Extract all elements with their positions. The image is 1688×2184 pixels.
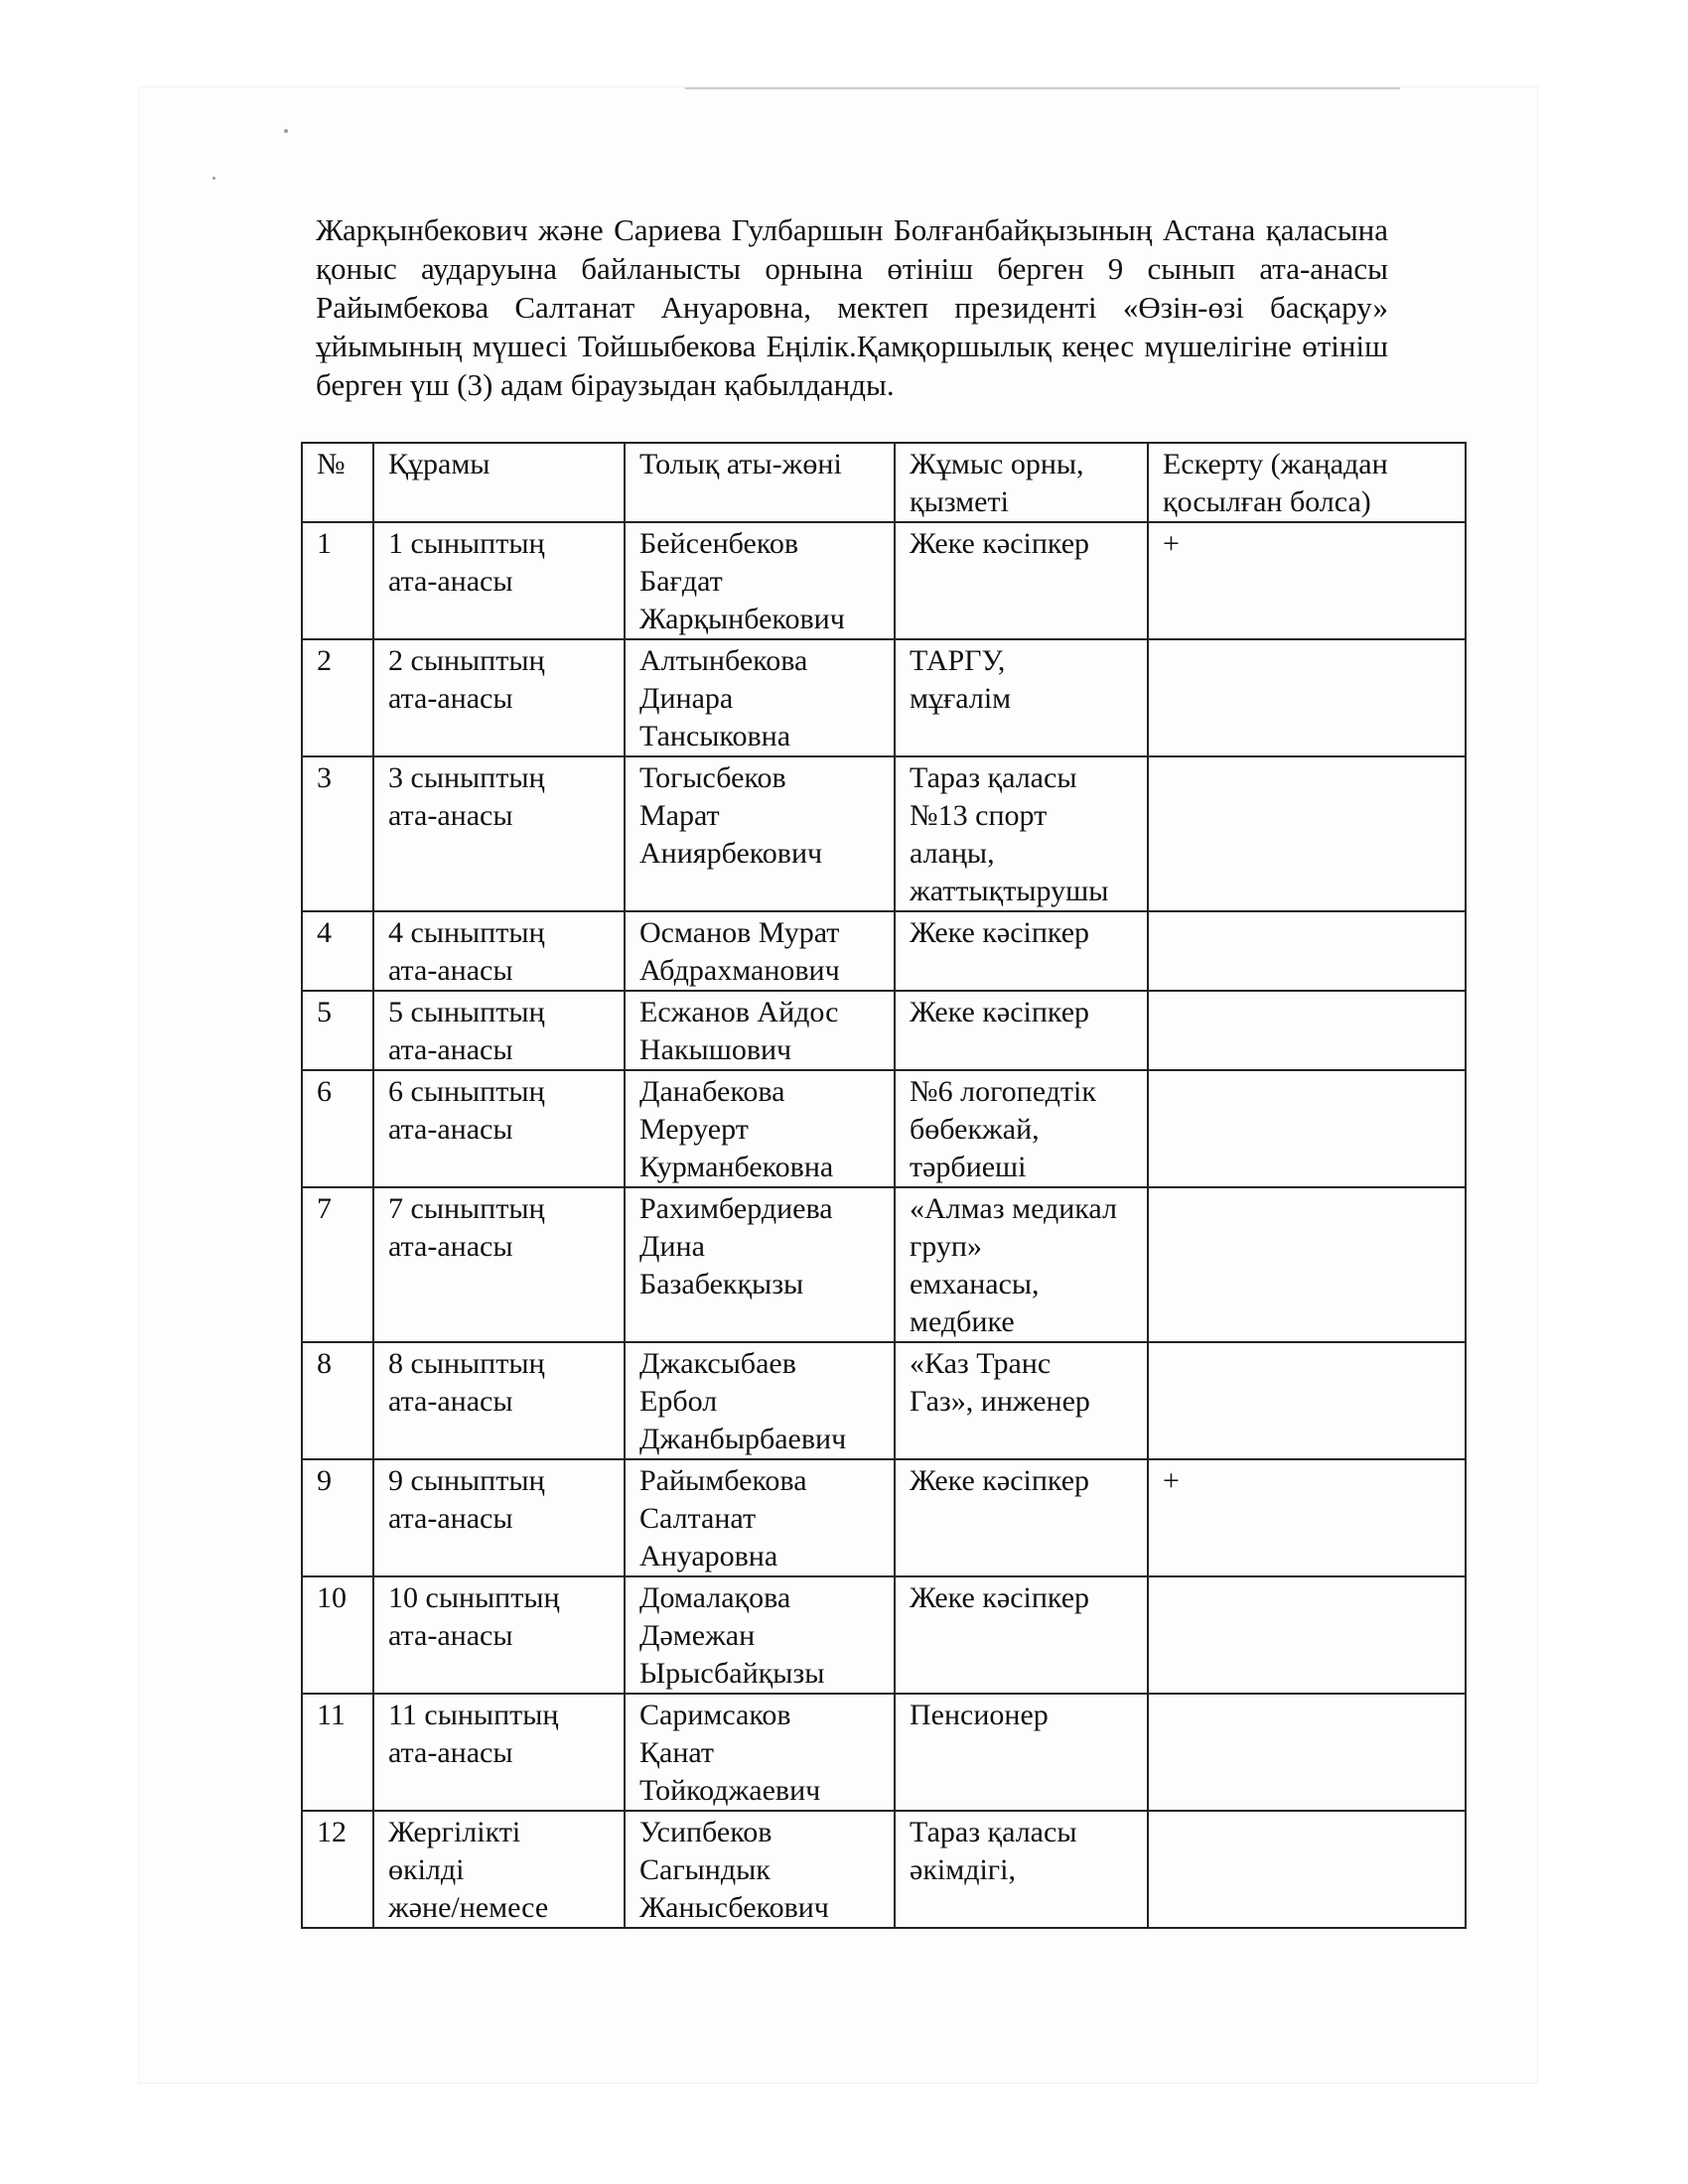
table-row	[302, 756, 1466, 911]
row-full-name: Усипбеков Сагындык Жанысбекович	[625, 1811, 895, 1928]
row-note	[1148, 911, 1466, 991]
row-workplace: Жеке кәсіпкер	[895, 991, 1148, 1070]
table-header-row	[302, 443, 1466, 522]
row-full-name: Алтынбекова Динара Тансыковна	[625, 639, 895, 756]
row-number: 8	[302, 1342, 373, 1459]
scan-speck	[284, 129, 288, 133]
row-role: 9 сыныптың ата-анасы	[373, 1459, 625, 1576]
table-row	[302, 1576, 1466, 1694]
scan-speck	[212, 177, 215, 180]
header-workplace: Жұмыс орны, қызметі	[895, 443, 1148, 522]
row-workplace: Пенсионер	[895, 1694, 1148, 1811]
table-row	[302, 1694, 1466, 1811]
row-full-name: Домалақова Дәмежан Ырысбайқызы	[625, 1576, 895, 1694]
row-full-name: Саримсаков Қанат Тойкоджаевич	[625, 1694, 895, 1811]
row-workplace: Жеке кәсіпкер	[895, 1459, 1148, 1576]
row-role: 2 сыныптың ата-анасы	[373, 639, 625, 756]
table-row	[302, 1187, 1466, 1342]
row-number: 1	[302, 522, 373, 639]
row-note	[1148, 639, 1466, 756]
row-number: 4	[302, 911, 373, 991]
row-number: 10	[302, 1576, 373, 1694]
row-note: +	[1148, 522, 1466, 639]
row-note	[1148, 991, 1466, 1070]
row-role: 3 сыныптың ата-анасы	[373, 756, 625, 911]
row-note	[1148, 1811, 1466, 1928]
row-workplace: №6 логопедтік бөбекжай, тәрбиеші	[895, 1070, 1148, 1187]
row-note	[1148, 1070, 1466, 1187]
row-role: 8 сыныптың ата-анасы	[373, 1342, 625, 1459]
row-role: 7 сыныптың ата-анасы	[373, 1187, 625, 1342]
header-number: №	[302, 443, 373, 522]
row-role: 6 сыныптың ата-анасы	[373, 1070, 625, 1187]
table-row	[302, 911, 1466, 991]
row-workplace: Тараз қаласы әкімдігі,	[895, 1811, 1148, 1928]
row-note	[1148, 1342, 1466, 1459]
row-number: 9	[302, 1459, 373, 1576]
row-number: 6	[302, 1070, 373, 1187]
row-note	[1148, 1187, 1466, 1342]
row-full-name: Райымбекова Салтанат Ануаровна	[625, 1459, 895, 1576]
row-full-name: Есжанов Айдос Накышович	[625, 991, 895, 1070]
row-workplace: Жеке кәсіпкер	[895, 522, 1148, 639]
row-role: 4 сыныптың ата-анасы	[373, 911, 625, 991]
header-note: Ескерту (жаңадан қосылған болса)	[1148, 443, 1466, 522]
row-workplace: «Каз Транс Газ», инженер	[895, 1342, 1148, 1459]
table-row	[302, 522, 1466, 639]
row-number: 3	[302, 756, 373, 911]
row-full-name: Данабекова Меруерт Курманбековна	[625, 1070, 895, 1187]
row-number: 12	[302, 1811, 373, 1928]
intro-text: Жарқынбекович және Сариева Гулбаршын Болғанбайқызының Астана қаласына қоныс аударуына байланысты орнына өтініш берген 9 сынып ата-анасы Райымбекова Салтанат Ануаровна, мектеп президенті «Өзін-өзі басқару» ұйымының мүшесі Тойшыбекова Еңілік.Қамқоршылық кеңес мүшелігіне өтініш берген үш (3) адам біраузыдан қабылданды.	[316, 212, 1388, 402]
header-full-name: Толық аты-жөні	[625, 443, 895, 522]
row-number: 5	[302, 991, 373, 1070]
row-note	[1148, 756, 1466, 911]
table-row	[302, 1070, 1466, 1187]
row-full-name: Рахимбердиева Дина Базабекқызы	[625, 1187, 895, 1342]
row-role: 11 сыныптың ата-анасы	[373, 1694, 625, 1811]
table-row	[302, 1811, 1466, 1928]
row-workplace: Жеке кәсіпкер	[895, 911, 1148, 991]
row-full-name: Джаксыбаев Ербол Джанбырбаевич	[625, 1342, 895, 1459]
row-role: 10 сыныптың ата-анасы	[373, 1576, 625, 1694]
row-number: 2	[302, 639, 373, 756]
row-role: Жергілікті өкілді және/немесе	[373, 1811, 625, 1928]
row-note	[1148, 1576, 1466, 1694]
table-row	[302, 991, 1466, 1070]
row-number: 11	[302, 1694, 373, 1811]
table-row	[302, 1342, 1466, 1459]
row-workplace: Жеке кәсіпкер	[895, 1576, 1148, 1694]
table-row	[302, 1459, 1466, 1576]
row-workplace: ТАРГУ, мұғалім	[895, 639, 1148, 756]
row-role: 1 сыныптың ата-анасы	[373, 522, 625, 639]
row-full-name: Османов Мурат Абдрахманович	[625, 911, 895, 991]
row-workplace: Тараз қаласы №13 спорт алаңы, жаттықтырушы	[895, 756, 1148, 911]
row-role: 5 сыныптың ата-анасы	[373, 991, 625, 1070]
row-note: +	[1148, 1459, 1466, 1576]
table-row	[302, 639, 1466, 756]
row-number: 7	[302, 1187, 373, 1342]
row-workplace: «Алмаз медикал груп» емханасы, медбике	[895, 1187, 1148, 1342]
scan-edge-line	[685, 87, 1400, 89]
council-members-table	[301, 442, 1467, 1929]
intro-paragraph	[316, 210, 1388, 404]
row-note	[1148, 1694, 1466, 1811]
row-full-name: Тогысбеков Марат Аниярбекович	[625, 756, 895, 911]
row-full-name: Бейсенбеков Бағдат Жарқынбекович	[625, 522, 895, 639]
header-role: Құрамы	[373, 443, 625, 522]
